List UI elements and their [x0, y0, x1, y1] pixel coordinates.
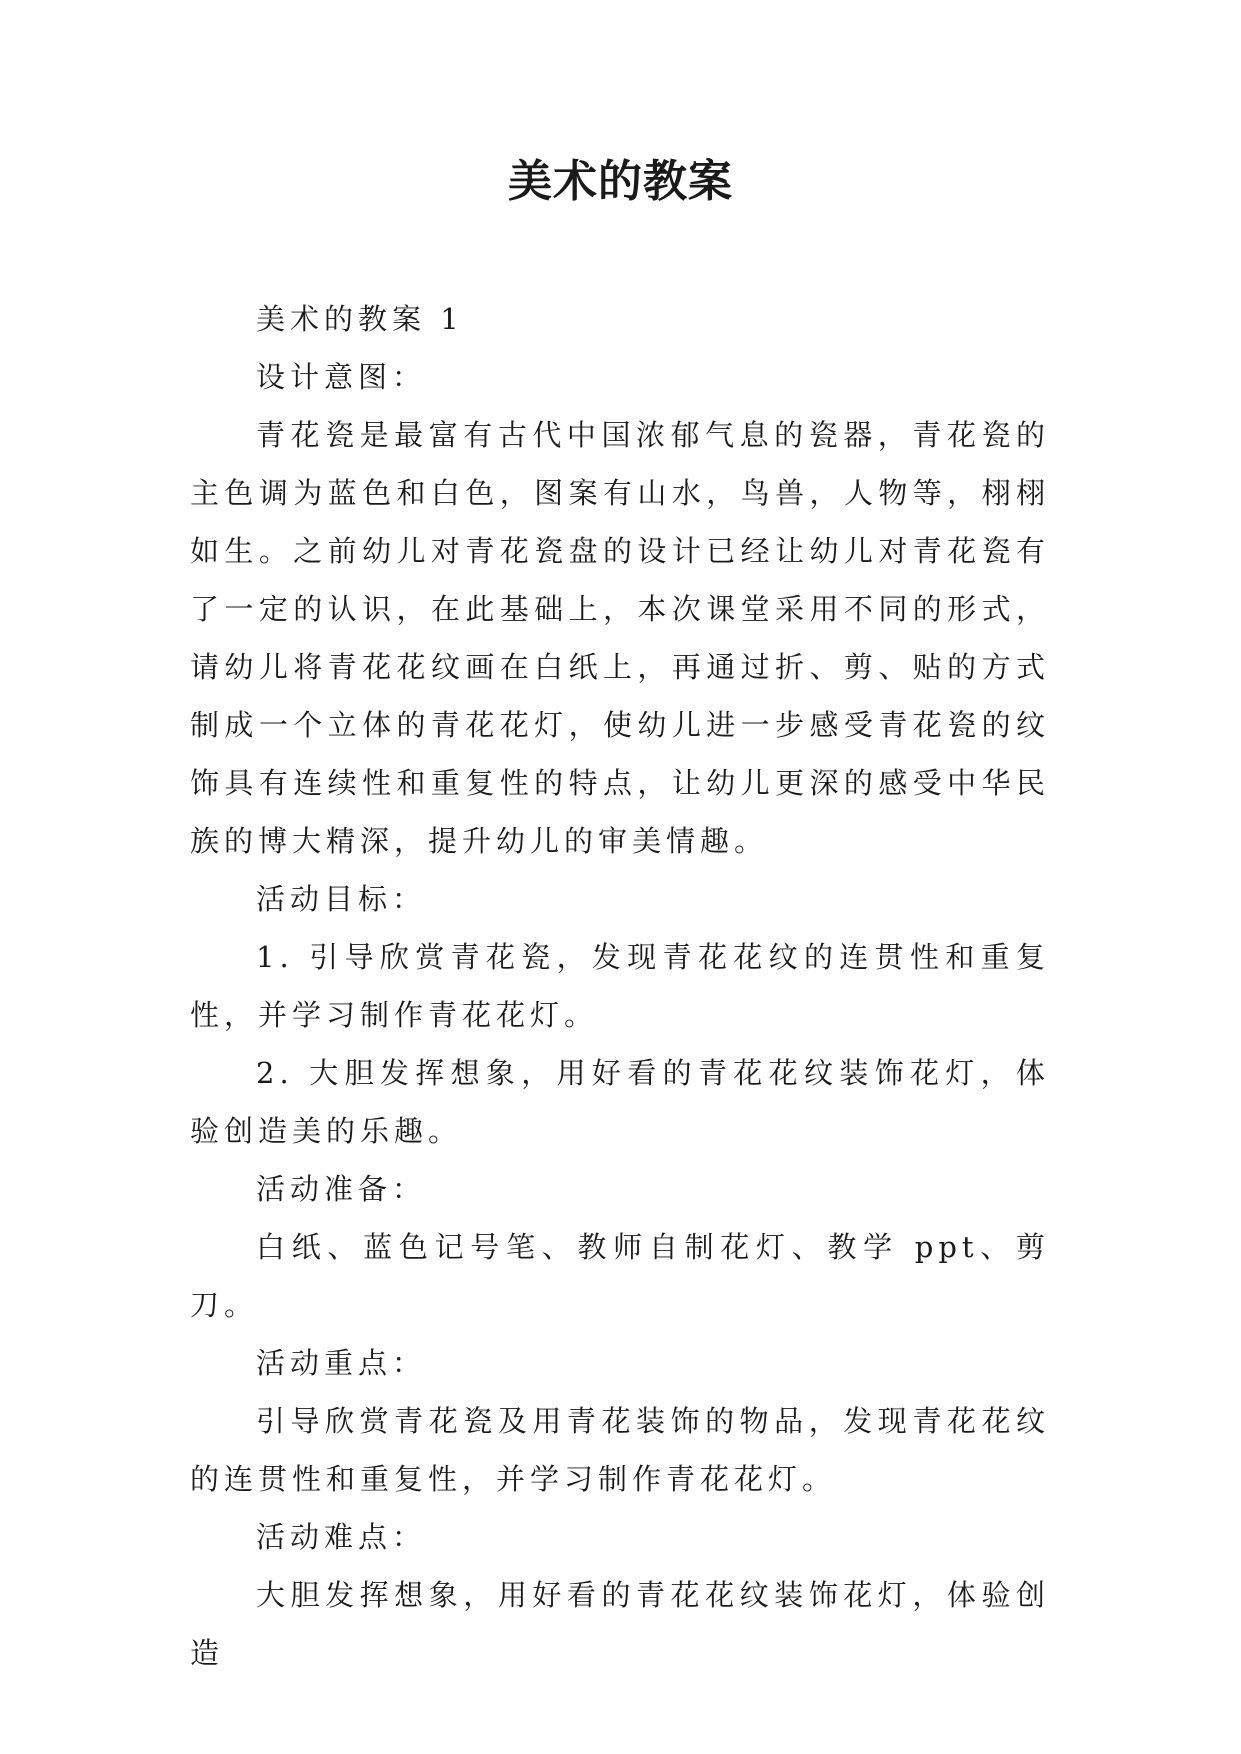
paragraph-difficulty: 大胆发挥想象，用好看的青花花纹装饰花灯，体验创造 [190, 1578, 1050, 1670]
goal-item-2: 2. 大胆发挥想象，用好看的青花花纹装饰花灯，体验创造美的乐趣。 [190, 1056, 1050, 1148]
paragraph-preparation: 白纸、蓝色记号笔、教师自制花灯、教学 ppt、剪刀。 [190, 1230, 1050, 1322]
paragraph-key-point: 引导欣赏青花瓷及用青花装饰的物品，发现青花花纹的连贯性和重复性，并学习制作青花花灯。 [190, 1404, 1050, 1496]
section-heading: 美术的教案 1 [256, 302, 464, 336]
document-title: 美术的教案 [508, 156, 733, 207]
document-body [190, 290, 1050, 1682]
subheading-design-intent: 设计意图： [256, 360, 427, 394]
paragraph-design-intent: 青花瓷是最富有古代中国浓郁气息的瓷器，青花瓷的主色调为蓝色和白色，图案有山水，鸟兽，人物等，栩栩如生。之前幼儿对青花瓷盘的设计已经让幼儿对青花瓷有了一定的认识，在此基础上，本次课堂采用不同的形式，请幼儿将青花花纹画在白纸上，再通过折、剪、贴的方式制成一个立体的青花花灯，使幼儿进一步感受青花瓷的纹饰具有连续性和重复性的特点，让幼儿更深的感受中华民族的博大精深，提升幼儿的审美情趣。 [190, 418, 1050, 858]
subheading-difficulty: 活动难点： [256, 1520, 427, 1554]
subheading-key-point: 活动重点： [256, 1346, 427, 1380]
goal-item-1: 1. 引导欣赏青花瓷，发现青花花纹的连贯性和重复性，并学习制作青花花灯。 [190, 940, 1050, 1032]
subheading-preparation: 活动准备： [256, 1172, 427, 1206]
subheading-goals: 活动目标： [256, 882, 427, 916]
